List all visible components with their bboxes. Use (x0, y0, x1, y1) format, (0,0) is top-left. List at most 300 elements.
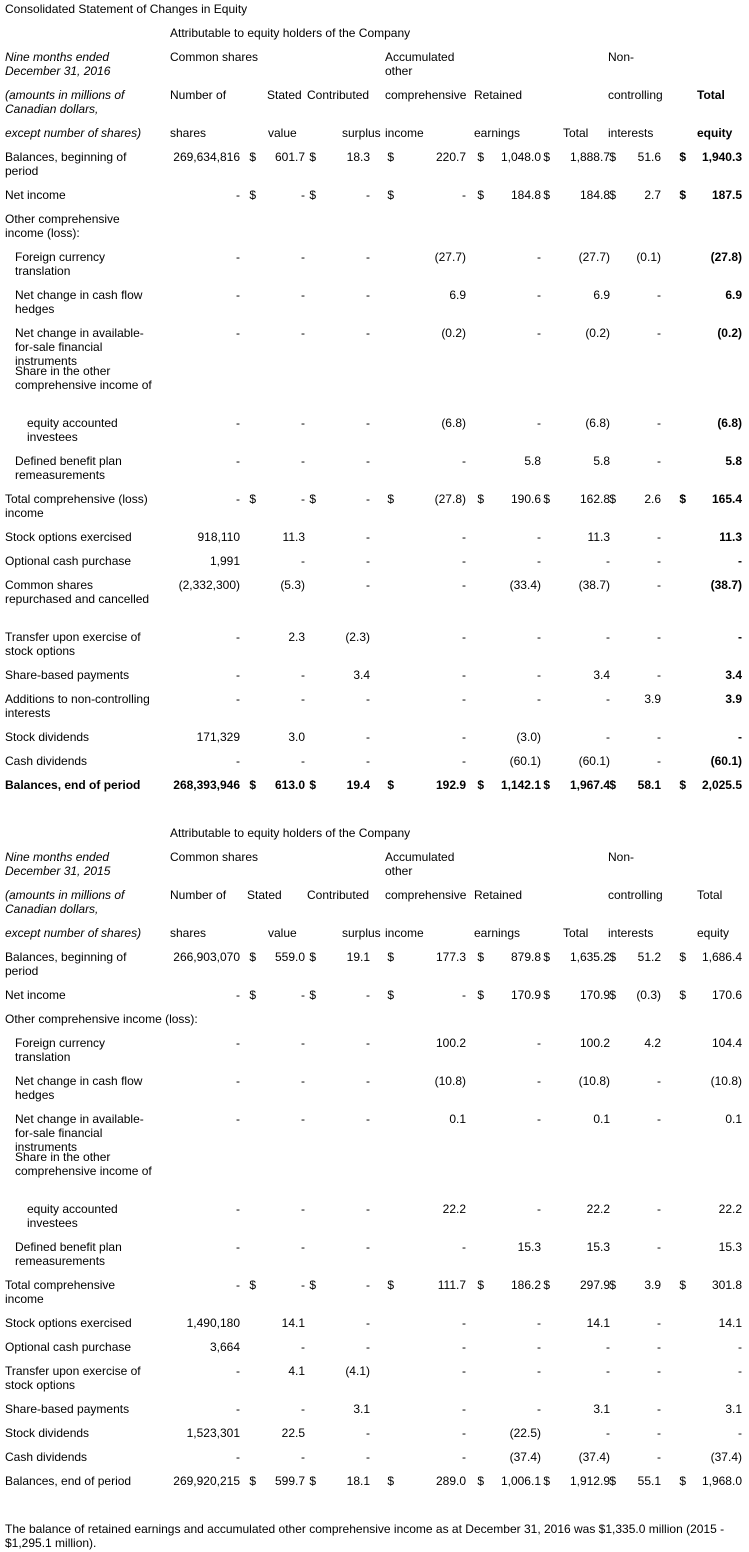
dollar-sign: $ (309, 1474, 316, 1488)
header-value: value (268, 926, 297, 940)
cell-cs: - (366, 530, 370, 544)
cell-re: (22.5) (509, 1426, 541, 1440)
cell-sh: 268,393,946 (173, 778, 240, 792)
cell-to: - (606, 692, 610, 706)
cell-sh: 269,634,816 (173, 150, 240, 164)
header-earnings: earnings (474, 926, 521, 940)
cell-cs: - (366, 492, 370, 506)
row-label: Net change in cash flow hedges (15, 1074, 143, 1102)
cell-re: 170.9 (510, 988, 541, 1002)
cell-to: 162.8 (579, 492, 610, 506)
header-shares: shares (170, 926, 207, 940)
cell-cs: (4.1) (345, 1364, 370, 1378)
footnote: The balance of retained earnings and accumulated other comprehensive income as at December 31, 2016 was $1,335.0 million (2015 - $1,295.1 million). (5, 1522, 725, 1550)
cell-te: 15.3 (718, 1240, 742, 1254)
cell-sv: 4.1 (288, 1364, 305, 1378)
cell-sh: 269,920,215 (173, 1474, 240, 1488)
cell-nc: (0.3) (636, 988, 661, 1002)
dollar-sign: $ (609, 778, 616, 792)
cell-re: - (537, 1316, 541, 1330)
row-label: Total comprehensive income (5, 1278, 116, 1306)
row-label: Balances, beginning of period (5, 950, 127, 978)
cell-ao: - (462, 692, 466, 706)
header-surplus: surplus (342, 926, 381, 940)
row-label: Cash dividends (5, 754, 88, 768)
cell-sv: - (301, 1450, 305, 1464)
cell-ao: - (462, 1450, 466, 1464)
header-contributed: Contributed (307, 88, 370, 102)
cell-sv: 601.7 (274, 150, 305, 164)
cell-te: 3.1 (725, 1402, 742, 1416)
cell-cs: - (366, 988, 370, 1002)
cell-cs: - (366, 1450, 370, 1464)
cell-nc: - (657, 454, 661, 468)
cell-ao: 0.1 (449, 1112, 466, 1126)
cell-nc: - (657, 288, 661, 302)
cell-te: 1,968.0 (701, 1474, 742, 1488)
cell-te: (37.4) (710, 1450, 742, 1464)
cell-ao: 22.2 (442, 1202, 466, 1216)
cell-re: (33.4) (509, 578, 541, 592)
cell-cs: - (366, 1340, 370, 1354)
cell-nc: - (657, 730, 661, 744)
cell-cs: - (366, 578, 370, 592)
cell-to: (10.8) (578, 1074, 610, 1088)
cell-nc: 4.2 (644, 1036, 661, 1050)
dollar-sign: $ (387, 1474, 394, 1488)
dollar-sign: $ (679, 492, 686, 506)
cell-te: (60.1) (710, 754, 742, 768)
cell-to: 6.9 (593, 288, 610, 302)
cell-sv: - (301, 1074, 305, 1088)
dollar-sign: $ (309, 1278, 316, 1292)
header-accumulated: Accumulated other (385, 850, 455, 878)
dollar-sign: $ (543, 1474, 550, 1488)
header-period: Nine months ended December 31, 2015 (5, 850, 111, 878)
cell-cs: - (366, 1316, 370, 1330)
cell-sv: - (301, 1340, 305, 1354)
cell-to: - (606, 554, 610, 568)
cell-to: (6.8) (585, 416, 610, 430)
cell-to: 1,967.4 (569, 778, 610, 792)
dollar-sign: $ (543, 492, 550, 506)
cell-sv: (5.3) (280, 578, 305, 592)
row-label: Stock dividends (5, 1426, 90, 1440)
cell-nc: - (657, 1112, 661, 1126)
dollar-sign: $ (387, 950, 394, 964)
cell-te: (6.8) (717, 416, 742, 430)
dollar-sign: $ (249, 1278, 256, 1292)
cell-nc: 58.1 (637, 778, 661, 792)
cell-nc: - (657, 554, 661, 568)
cell-re: 5.8 (524, 454, 541, 468)
cell-sv: - (301, 454, 305, 468)
cell-to: 184.8 (579, 188, 610, 202)
cell-re: 1,006.1 (500, 1474, 541, 1488)
cell-cs: - (366, 1202, 370, 1216)
row-label: equity accounted investees (27, 416, 118, 444)
cell-nc: - (657, 754, 661, 768)
cell-cs: - (366, 1426, 370, 1440)
cell-to: 3.4 (593, 668, 610, 682)
cell-sv: 559.0 (274, 950, 305, 964)
cell-sh: - (236, 692, 240, 706)
cell-ao: - (462, 1402, 466, 1416)
cell-sh: - (236, 668, 240, 682)
row-label: Stock options exercised (5, 530, 132, 544)
dollar-sign: $ (309, 492, 316, 506)
cell-sv: 2.3 (288, 630, 305, 644)
cell-to: 170.9 (579, 988, 610, 1002)
header-interests: interests (608, 126, 654, 140)
cell-to: 15.3 (586, 1240, 610, 1254)
cell-sh: 1,490,180 (186, 1316, 240, 1330)
header-common-shares: Common shares (170, 850, 259, 864)
cell-te: - (738, 1426, 742, 1440)
dollar-sign: $ (609, 988, 616, 1002)
cell-ao: - (462, 554, 466, 568)
cell-to: 1,912.9 (569, 1474, 610, 1488)
cell-nc: - (657, 668, 661, 682)
row-label: Stock dividends (5, 730, 90, 744)
cell-nc: - (657, 1240, 661, 1254)
dollar-sign: $ (679, 1474, 686, 1488)
dollar-sign: $ (477, 1278, 484, 1292)
cell-cs: - (366, 692, 370, 706)
dollar-sign: $ (249, 988, 256, 1002)
cell-ao: - (462, 578, 466, 592)
row-label: Other comprehensive income (loss): (5, 1012, 198, 1026)
row-label: Balances, end of period (5, 778, 141, 792)
cell-ao: - (462, 1426, 466, 1440)
cell-nc: - (657, 1450, 661, 1464)
cell-cs: - (366, 250, 370, 264)
cell-sh: - (236, 1036, 240, 1050)
header-accumulated: Accumulated other (385, 50, 455, 78)
row-label: Net income (5, 188, 66, 202)
cell-to: 3.1 (593, 1402, 610, 1416)
dollar-sign: $ (387, 988, 394, 1002)
dollar-sign: $ (477, 778, 484, 792)
row-label: Net change in available-for-sale financial instruments (15, 326, 144, 368)
dollar-sign: $ (609, 1474, 616, 1488)
document-title: Consolidated Statement of Changes in Equity (5, 2, 248, 16)
cell-to: (27.7) (578, 250, 610, 264)
cell-ao: (6.8) (441, 416, 466, 430)
cell-sh: - (236, 630, 240, 644)
cell-cs: - (366, 288, 370, 302)
cell-to: 14.1 (586, 1316, 610, 1330)
cell-nc: - (657, 1426, 661, 1440)
cell-sh: - (236, 1450, 240, 1464)
cell-sh: - (236, 1074, 240, 1088)
cell-re: - (537, 250, 541, 264)
cell-te: (0.2) (717, 326, 742, 340)
cell-ao: - (462, 988, 466, 1002)
cell-re: (60.1) (509, 754, 541, 768)
dollar-sign: $ (387, 188, 394, 202)
dollar-sign: $ (609, 950, 616, 964)
cell-te: 1,686.4 (701, 950, 742, 964)
cell-re: 186.2 (510, 1278, 541, 1292)
cell-re: - (537, 1074, 541, 1088)
cell-re: (3.0) (516, 730, 541, 744)
cell-sh: - (236, 250, 240, 264)
header-non: Non- (608, 50, 635, 64)
cell-re: 184.8 (510, 188, 541, 202)
cell-ao: - (462, 1340, 466, 1354)
dollar-sign: $ (387, 150, 394, 164)
cell-te: 165.4 (711, 492, 742, 506)
header-controlling: controlling (608, 888, 663, 902)
dollar-sign: $ (249, 1474, 256, 1488)
row-label: Net change in available-for-sale financial instruments (15, 1112, 144, 1154)
cell-ao: - (462, 1364, 466, 1378)
cell-to: - (606, 730, 610, 744)
cell-cs: - (366, 1112, 370, 1126)
cell-sv: - (301, 692, 305, 706)
cell-sh: - (236, 416, 240, 430)
cell-sv: - (301, 326, 305, 340)
dollar-sign: $ (309, 150, 316, 164)
cell-te: 1,940.3 (701, 150, 742, 164)
cell-ao: 192.9 (435, 778, 466, 792)
cell-nc: - (657, 630, 661, 644)
cell-sv: - (301, 1240, 305, 1254)
cell-ao: 111.7 (437, 1278, 466, 1292)
cell-ao: - (462, 730, 466, 744)
cell-sv: - (301, 1112, 305, 1126)
cell-sv: 22.5 (281, 1426, 305, 1440)
cell-te: 2,025.5 (701, 778, 742, 792)
dollar-sign: $ (309, 950, 316, 964)
row-label: Net change in cash flow hedges (15, 288, 143, 316)
dollar-sign: $ (543, 778, 550, 792)
cell-cs: - (366, 1074, 370, 1088)
row-label: Total comprehensive (loss) income (5, 492, 148, 520)
cell-cs: 19.1 (346, 950, 370, 964)
cell-to: (37.4) (578, 1450, 610, 1464)
dollar-sign: $ (249, 492, 256, 506)
cell-nc: - (657, 1074, 661, 1088)
cell-re: 15.3 (517, 1240, 541, 1254)
row-label: Additions to non-controlling interests (5, 692, 150, 720)
cell-te: 22.2 (718, 1202, 742, 1216)
cell-to: 1,888.7 (569, 150, 610, 164)
cell-te: (10.8) (710, 1074, 742, 1088)
header-attributable: Attributable to equity holders of the Company (170, 826, 411, 840)
cell-sv: - (301, 1402, 305, 1416)
cell-ao: - (462, 630, 466, 644)
dollar-sign: $ (477, 492, 484, 506)
cell-to: - (606, 1426, 610, 1440)
cell-ao: - (462, 188, 466, 202)
cell-to: (38.7) (578, 578, 610, 592)
cell-sh: 1,523,301 (186, 1426, 240, 1440)
cell-re: - (537, 1112, 541, 1126)
cell-ao: (27.8) (434, 492, 466, 506)
cell-sh: 266,903,070 (173, 950, 240, 964)
cell-to: (0.2) (585, 326, 610, 340)
cell-re: (37.4) (509, 1450, 541, 1464)
cell-nc: - (657, 1402, 661, 1416)
dollar-sign: $ (249, 950, 256, 964)
dollar-sign: $ (609, 1278, 616, 1292)
dollar-sign: $ (249, 188, 256, 202)
row-label: Defined benefit plan remeasurements (15, 454, 122, 482)
cell-sh: - (236, 1112, 240, 1126)
cell-sh: 918,110 (197, 530, 240, 544)
cell-re: - (537, 668, 541, 682)
header-interests: interests (608, 926, 654, 940)
row-label: Other comprehensive income (loss): (5, 212, 120, 240)
cell-te: - (738, 730, 742, 744)
cell-te: 14.1 (718, 1316, 742, 1330)
header-comprehensive: comprehensive (385, 88, 467, 102)
row-label: Common shares repurchased and cancelled (5, 578, 150, 606)
cell-cs: - (366, 1278, 370, 1292)
cell-to: - (606, 630, 610, 644)
cell-re: - (537, 554, 541, 568)
dollar-sign: $ (679, 150, 686, 164)
cell-te: 187.5 (711, 188, 742, 202)
cell-cs: 18.1 (346, 1474, 370, 1488)
dollar-sign: $ (477, 1474, 484, 1488)
dollar-sign: $ (249, 150, 256, 164)
cell-cs: 19.4 (346, 778, 370, 792)
cell-nc: 3.9 (644, 1278, 661, 1292)
cell-te: 11.3 (719, 530, 742, 544)
dollar-sign: $ (249, 778, 256, 792)
row-label: Transfer upon exercise of stock options (5, 1364, 141, 1392)
cell-ao: 289.0 (435, 1474, 466, 1488)
cell-sv: - (301, 288, 305, 302)
header-amounts: (amounts in millions of Canadian dollars, (5, 88, 125, 116)
cell-sh: - (236, 1202, 240, 1216)
cell-sh: - (236, 188, 240, 202)
row-label: Optional cash purchase (5, 1340, 132, 1354)
cell-cs: 18.3 (346, 150, 370, 164)
row-label: Net income (5, 988, 66, 1002)
cell-sv: - (301, 554, 305, 568)
dollar-sign: $ (679, 1278, 686, 1292)
row-label: Share-based payments (5, 668, 130, 682)
cell-sv: 3.0 (288, 730, 305, 744)
header-value: value (268, 126, 297, 140)
header-number-of: Number of (170, 88, 227, 102)
cell-re: - (537, 692, 541, 706)
cell-ao: (27.7) (434, 250, 466, 264)
cell-re: - (537, 288, 541, 302)
cell-sh: - (236, 1364, 240, 1378)
cell-cs: - (366, 1240, 370, 1254)
cell-to: 5.8 (593, 454, 610, 468)
cell-re: - (537, 1202, 541, 1216)
cell-sh: 3,664 (209, 1340, 240, 1354)
cell-nc: 2.6 (644, 492, 661, 506)
cell-ao: 220.7 (435, 150, 466, 164)
cell-sv: 613.0 (274, 778, 305, 792)
cell-cs: - (366, 416, 370, 430)
header-non: Non- (608, 850, 635, 864)
dollar-sign: $ (309, 778, 316, 792)
cell-sv: - (301, 754, 305, 768)
cell-ao: - (462, 454, 466, 468)
row-label: Share in the other comprehensive income of (15, 364, 152, 392)
cell-te: - (738, 554, 742, 568)
header-shares: shares (170, 126, 207, 140)
dollar-sign: $ (679, 778, 686, 792)
cell-sh: - (236, 988, 240, 1002)
cell-cs: - (366, 754, 370, 768)
header-stated: Stated (267, 88, 302, 102)
cell-sv: 14.1 (281, 1316, 305, 1330)
cell-to: (60.1) (578, 754, 610, 768)
header-retained: Retained (474, 888, 523, 902)
cell-to: 22.2 (586, 1202, 610, 1216)
dollar-sign: $ (609, 188, 616, 202)
cell-ao: - (462, 754, 466, 768)
row-label: Defined benefit plan remeasurements (15, 1240, 122, 1268)
header-total: Total (563, 126, 589, 140)
cell-cs: - (366, 188, 370, 202)
cell-to: 0.1 (593, 1112, 610, 1126)
header-contributed: Contributed (307, 888, 370, 902)
cell-cs: - (366, 1036, 370, 1050)
cell-ao: - (462, 1240, 466, 1254)
row-label: Share-based payments (5, 1402, 130, 1416)
row-label: Foreign currency translation (15, 1036, 106, 1064)
cell-re: - (537, 416, 541, 430)
header-except: except number of shares) (5, 926, 142, 940)
cell-cs: - (366, 730, 370, 744)
cell-nc: - (657, 1340, 661, 1354)
cell-sv: - (301, 1036, 305, 1050)
cell-cs: (2.3) (345, 630, 370, 644)
header-total-top: Total (697, 888, 723, 902)
header-controlling: controlling (608, 88, 663, 102)
cell-nc: 2.7 (644, 188, 661, 202)
cell-re: - (537, 1364, 541, 1378)
cell-te: 301.8 (711, 1278, 742, 1292)
row-label: Share in the other comprehensive income of (15, 1150, 152, 1178)
cell-re: 1,048.0 (500, 150, 541, 164)
dollar-sign: $ (543, 950, 550, 964)
header-surplus: surplus (342, 126, 381, 140)
row-label: Cash dividends (5, 1450, 88, 1464)
cell-te: - (738, 1364, 742, 1378)
cell-sh: - (236, 1402, 240, 1416)
cell-cs: 3.1 (353, 1402, 370, 1416)
cell-to: - (606, 1340, 610, 1354)
row-label: Stock options exercised (5, 1316, 132, 1330)
cell-ao: - (462, 530, 466, 544)
cell-sv: - (301, 1202, 305, 1216)
cell-cs: - (366, 554, 370, 568)
row-label: Optional cash purchase (5, 554, 132, 568)
cell-sh: - (236, 1240, 240, 1254)
cell-nc: 51.6 (637, 150, 661, 164)
dollar-sign: $ (543, 988, 550, 1002)
cell-te: - (738, 1340, 742, 1354)
cell-ao: - (462, 668, 466, 682)
dollar-sign: $ (477, 950, 484, 964)
dollar-sign: $ (387, 778, 394, 792)
header-attributable: Attributable to equity holders of the Company (170, 26, 411, 40)
cell-nc: - (657, 326, 661, 340)
dollar-sign: $ (309, 988, 316, 1002)
dollar-sign: $ (387, 1278, 394, 1292)
